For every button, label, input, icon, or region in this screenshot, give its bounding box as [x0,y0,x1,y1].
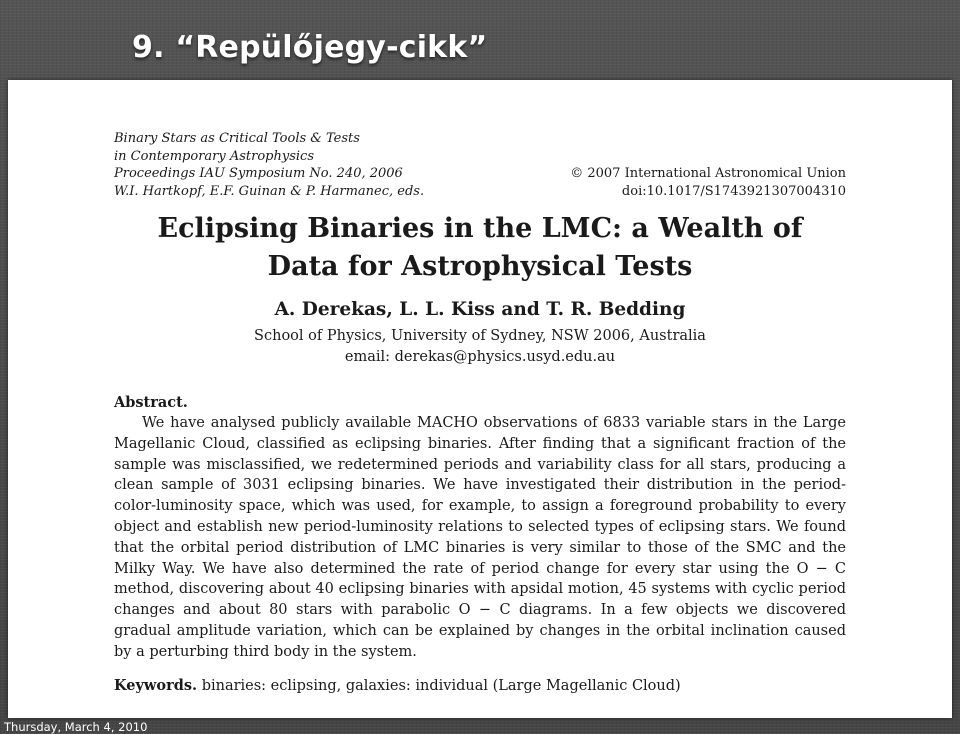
footer-date: Thursday, March 4, 2010 [4,720,148,734]
paper-authors: A. Derekas, L. L. Kiss and T. R. Bedding [274,299,686,320]
keywords-label: Keywords. [114,677,198,694]
proceedings-line: in Contemporary Astrophysics [114,148,315,164]
proceedings-line: W.I. Hartkopf, E.F. Guinan & P. Harmanec, eds. [114,183,425,199]
abstract-heading: Abstract. [114,394,188,411]
paper-title-line: Data for Astrophysical Tests [267,251,693,282]
doi-line: doi:10.1017/S1743921307004310 [621,183,846,199]
abstract-text: We have analysed publicly available MACHO observations of 6833 variable stars in the Large Magellanic Cloud, classified as eclipsing binaries. After finding that a significant fraction of the sample was misclassified, we redetermined periods and variability class for all stars, producing a clean sample of 3031 eclipsing binaries. We have investigated their distribution in the period-color-luminosity space, which was used, for example, to assign a foreground probability to every object and establish new period-luminosity relations to selected types of eclipsing stars. We found that the orbital period distribution of LMC binaries is very similar to those of the SMC and the Milky Way. We have also determined the rate of period change for every star using the O − C method, discovering about 40 eclipsing binaries with apsidal motion, 45 systems with cyclic period changes and about 80 stars with parabolic O − C diagrams. In a few objects we discovered gradual amplitude variation, which can be explained by changes in the orbital inclination caused by a perturbing third body in the system. [114,415,846,660]
keywords-line [114,675,681,697]
affiliation-line: School of Physics, University of Sydney, NSW 2006, Australia [254,328,706,344]
paper-title [8,210,952,286]
author-email: email: derekas@physics.usyd.edu.au [344,349,616,365]
paper-affiliation [8,326,952,368]
paper-title-line: Eclipsing Binaries in the LMC: a Wealth of [157,213,803,244]
proceedings-header [114,130,424,200]
slide-title: 9. “Repülőjegy-cikk” [132,30,488,65]
paper-page [8,80,952,718]
abstract-section [114,392,846,663]
proceedings-line: Proceedings IAU Symposium No. 240, 2006 [114,166,403,181]
copyright-line: © 2007 International Astronomical Union [570,166,846,181]
copyright-block [570,165,846,200]
proceedings-line: Binary Stars as Critical Tools & Tests [114,131,360,146]
keywords-text: binaries: eclipsing, galaxies: individual (Large Magellanic Cloud) [201,678,681,694]
